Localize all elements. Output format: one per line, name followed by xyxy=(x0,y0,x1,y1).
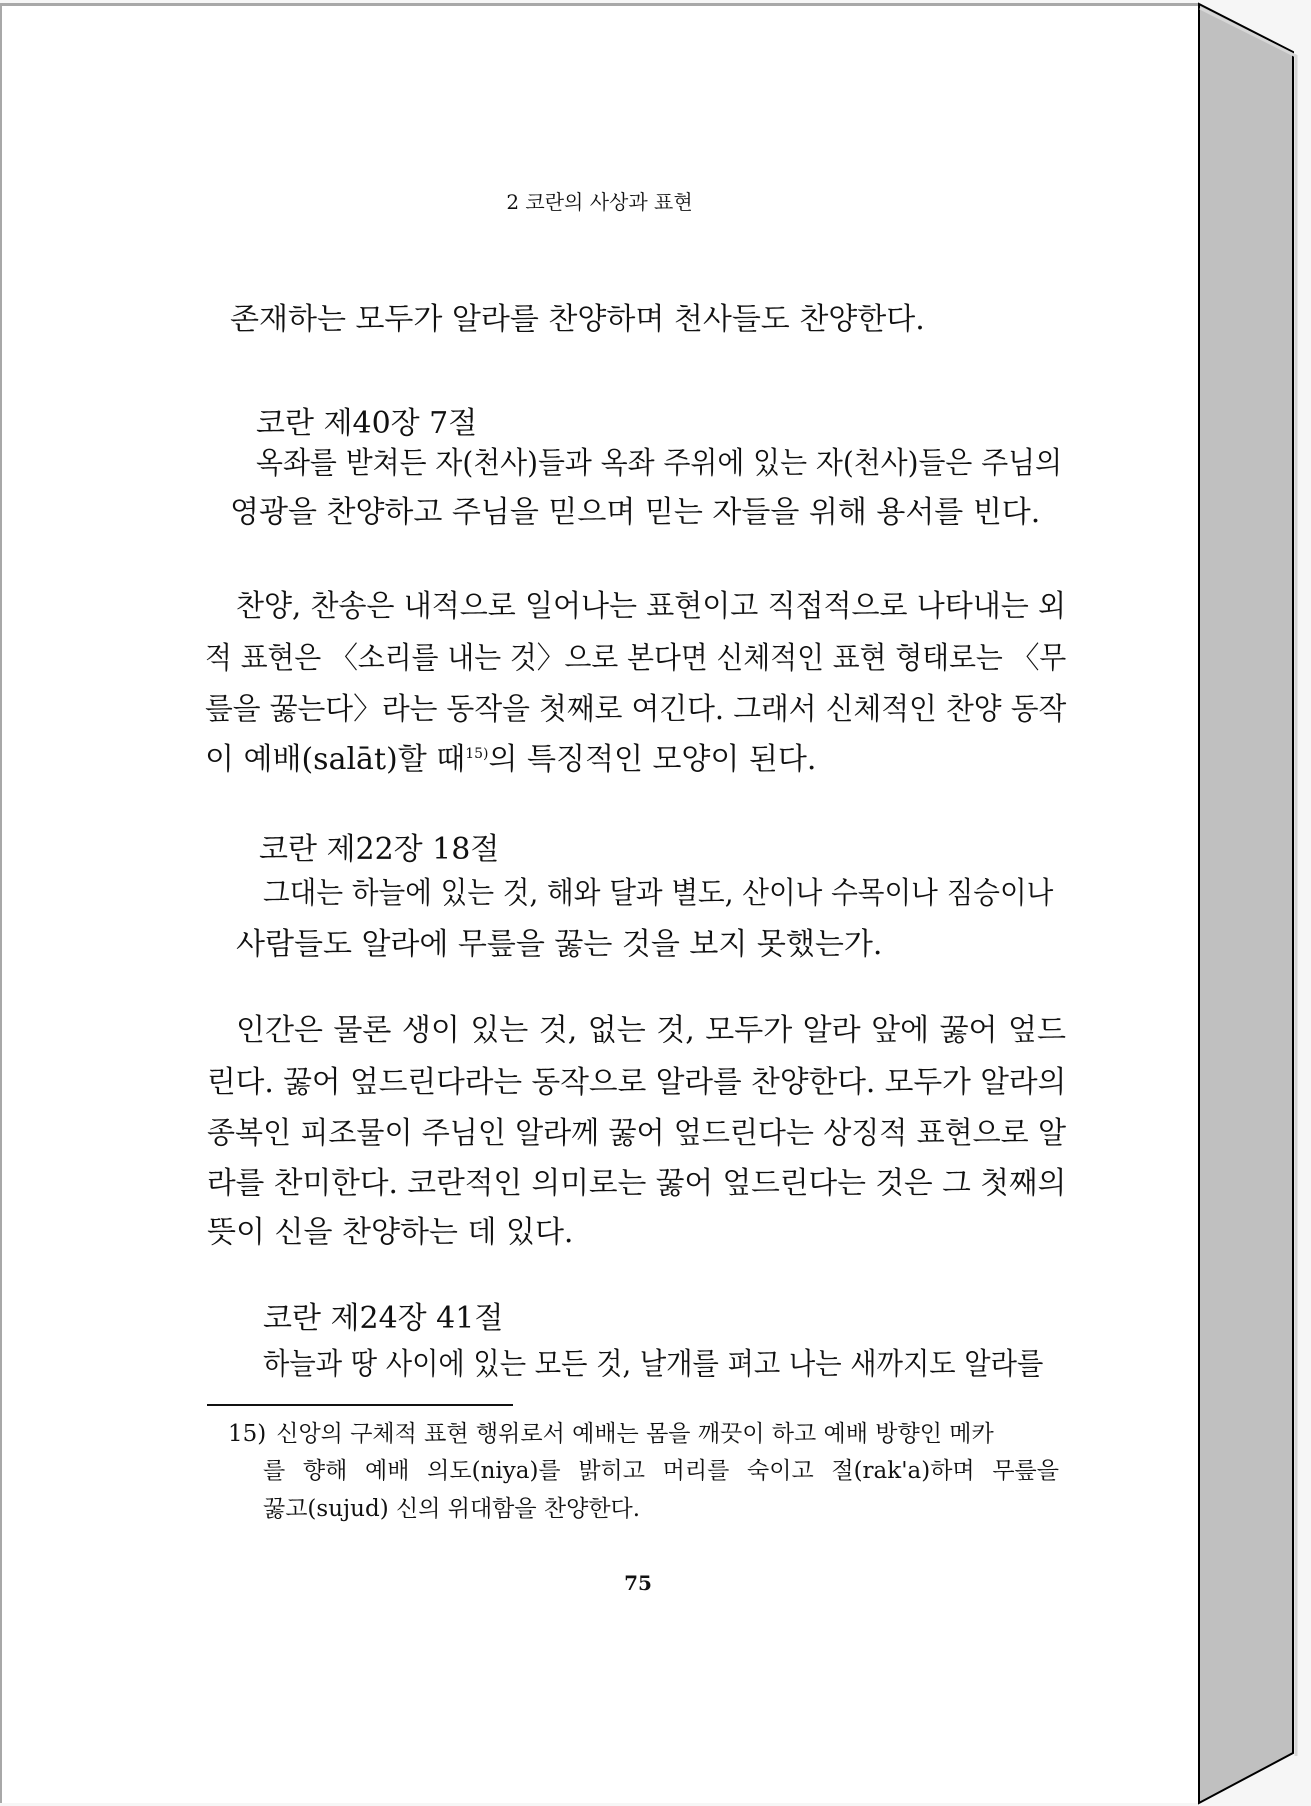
footnote-line: 를 향해 예배 의도(niya)를 밝히고 머리를 숙이고 절(rak'a)하며 무릎을 xyxy=(263,1458,1059,1484)
text: 이 예배(salāt)할 때 xyxy=(205,742,466,777)
paragraph-line: 찬양, 찬송은 내적으로 일어나는 표현이고 직접적으로 나타내는 외 xyxy=(236,589,1066,624)
paragraph-line: 라를 찬미한다. 코란적인 의미로는 꿇어 엎드린다는 것은 그 첫째의 xyxy=(207,1166,1067,1201)
footnote-first-line xyxy=(228,1420,994,1448)
paragraph-line: 뜻이 신을 찬양하는 데 있다. xyxy=(207,1215,574,1250)
intro-line: 존재하는 모두가 알라를 찬양하며 천사들도 찬양한다. xyxy=(230,302,925,337)
footnote-line: 신앙의 구체적 표현 행위로서 예배는 몸을 깨끗이 하고 예배 방향인 메카 xyxy=(276,1421,994,1447)
text: 의 특징적인 모양이 된다. xyxy=(488,742,817,777)
quote-heading: 코란 제40장 7절 xyxy=(256,406,478,441)
paragraph-line: 종복인 피조물이 주님인 알라께 꿇어 엎드린다는 상징적 표현으로 알 xyxy=(207,1116,1066,1151)
footnote-divider xyxy=(207,1404,513,1406)
paragraph-line: 릎을 꿇는다〉라는 동작을 첫째로 여긴다. 그래서 신체적인 찬양 동작 xyxy=(205,692,1067,727)
quote-line: 그대는 하늘에 있는 것, 해와 달과 별도, 산이나 수목이나 짐승이나 xyxy=(263,876,1054,911)
quote-heading: 코란 제24장 41절 xyxy=(263,1301,504,1336)
footnote-reference[interactable]: 15) xyxy=(465,746,489,762)
quote-line: 영광을 찬양하고 주님을 믿으며 믿는 자들을 위해 용서를 빈다. xyxy=(230,495,1041,530)
footnote-line: 꿇고(sujud) 신의 위대함을 찬양한다. xyxy=(263,1496,641,1522)
paragraph-line: 린다. 꿇어 엎드린다라는 동작으로 알라를 찬양한다. 모두가 알라의 xyxy=(207,1065,1067,1100)
page-number: 75 xyxy=(624,1571,652,1595)
paragraph-line: 인간은 물론 생이 있는 것, 없는 것, 모두가 알라 앞에 꿇어 엎드 xyxy=(236,1013,1066,1048)
quote-line: 옥좌를 받쳐든 자(천사)들과 옥좌 주위에 있는 자(천사)들은 주님의 xyxy=(256,446,1063,481)
footnote-marker: 15) xyxy=(228,1421,267,1447)
paragraph-line: 적 표현은 〈소리를 내는 것〉으로 본다면 신체적인 표현 형태로는 〈무 xyxy=(205,641,1067,676)
running-header: 2 코란의 사상과 표현 xyxy=(506,190,693,214)
quote-line: 사람들도 알라에 무릎을 꿇는 것을 보지 못했는가. xyxy=(236,927,883,962)
quote-line: 하늘과 땅 사이에 있는 모든 것, 날개를 펴고 나는 새까지도 알라를 xyxy=(263,1347,1044,1382)
paragraph-line xyxy=(205,742,816,778)
quote-heading: 코란 제22장 18절 xyxy=(259,832,500,867)
